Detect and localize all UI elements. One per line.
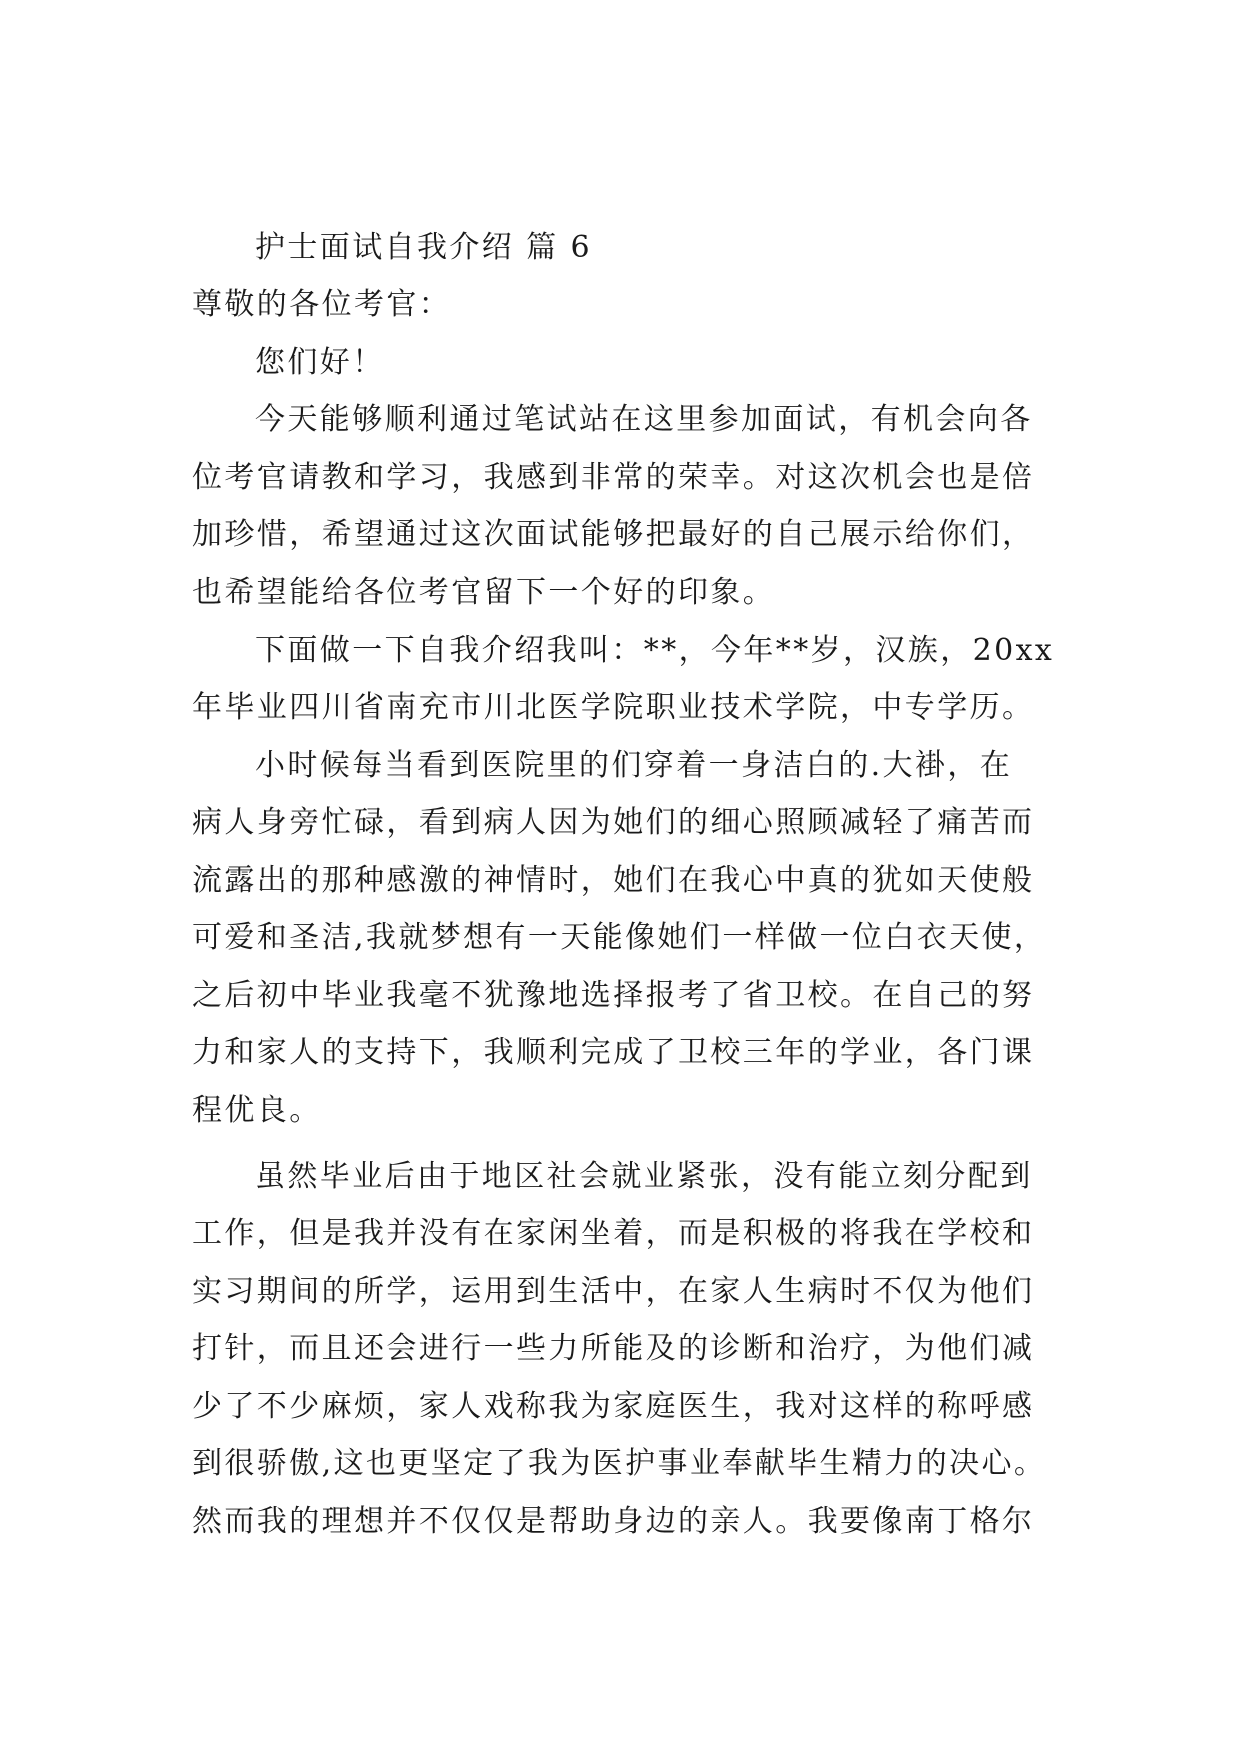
paragraph-line: 下面做一下自我介绍我叫：**，今年**岁，汉族，20xx	[255, 633, 1055, 668]
paragraph-line: 病人身旁忙碌，看到病人因为她们的细心照顾减轻了痛苦而	[192, 805, 1035, 840]
paragraph-line: 可爱和圣洁,我就梦想有一天能像她们一样做一位白衣天使，	[192, 920, 1047, 955]
paragraph-line: 然而我的理想并不仅仅是帮助身边的亲人。我要像南丁格尔	[192, 1504, 1035, 1539]
paragraph-line: 工作，但是我并没有在家闲坐着，而是积极的将我在学校和	[192, 1216, 1035, 1251]
paragraph-line: 实习期间的所学，运用到生活中，在家人生病时不仅为他们	[192, 1274, 1035, 1309]
paragraph-line: 位考官请教和学习，我感到非常的荣幸。对这次机会也是倍	[192, 460, 1035, 495]
greeting: 您们好！	[255, 345, 385, 380]
paragraph-line: 程优良。	[192, 1093, 322, 1128]
paragraph-line: 之后初中毕业我毫不犹豫地选择报考了省卫校。在自己的努	[192, 978, 1035, 1013]
paragraph-line: 年毕业四川省南充市川北医学院职业技术学院，中专学历。	[192, 690, 1035, 725]
paragraph-line: 加珍惜，希望通过这次面试能够把最好的自己展示给你们，	[192, 517, 1035, 552]
paragraph-line: 力和家人的支持下，我顺利完成了卫校三年的学业，各门课	[192, 1035, 1035, 1070]
paragraph-line: 虽然毕业后由于地区社会就业紧张，没有能立刻分配到	[255, 1159, 1033, 1194]
paragraph-line: 也希望能给各位考官留下一个好的印象。	[192, 575, 776, 610]
paragraph-line: 小时候每当看到医院里的们穿着一身洁白的.大褂，在	[255, 748, 1013, 783]
salutation: 尊敬的各位考官：	[192, 287, 452, 322]
paragraph-line: 流露出的那种感激的神情时，她们在我心中真的犹如天使般	[192, 863, 1035, 898]
paragraph-line: 到很骄傲,这也更坚定了我为医护事业奉献毕生精力的决心。	[192, 1446, 1047, 1481]
paragraph-line: 打针，而且还会进行一些力所能及的诊断和治疗，为他们减	[192, 1331, 1035, 1366]
document-title: 护士面试自我介绍 篇 6	[255, 230, 592, 265]
paragraph-line: 今天能够顺利通过笔试站在这里参加面试，有机会向各	[255, 402, 1033, 437]
paragraph-line: 少了不少麻烦，家人戏称我为家庭医生，我对这样的称呼感	[192, 1389, 1035, 1424]
